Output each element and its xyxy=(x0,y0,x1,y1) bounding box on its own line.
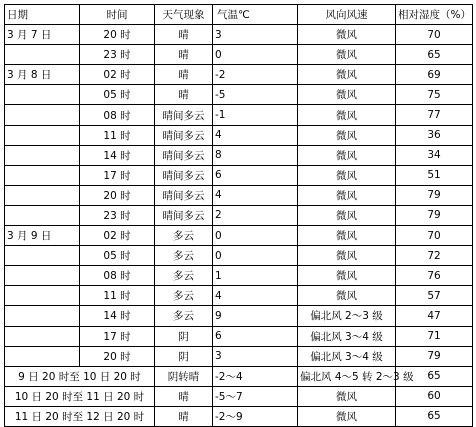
row-date: 3 月 7 日 xyxy=(5,25,80,45)
row-phenomenon: 阴 xyxy=(155,346,213,366)
row-phenomenon: 晴间多云 xyxy=(155,125,213,145)
row-time: 05 时 xyxy=(80,246,155,266)
period-range: 11 日 20 时至 12 日 20 时 xyxy=(5,406,155,426)
row-humidity: 76 xyxy=(396,266,473,286)
row-humidity: 75 xyxy=(396,85,473,105)
row-time: 23 时 xyxy=(80,205,155,225)
row-temperature: -5 xyxy=(213,85,298,105)
row-wind: 微风 xyxy=(298,165,396,185)
table-row xyxy=(5,326,473,346)
row-wind: 偏北风 2～3 级 xyxy=(298,306,396,326)
row-temperature: 9 xyxy=(213,306,298,326)
row-date xyxy=(5,266,80,286)
period-wind: 偏北风 4～5 转 2～3 级 xyxy=(298,366,396,386)
row-date xyxy=(5,346,80,366)
period-wind: 微风 xyxy=(298,386,396,406)
row-temperature: 6 xyxy=(213,326,298,346)
table-row xyxy=(5,286,473,306)
period-humidity: 65 xyxy=(396,406,473,426)
row-humidity: 71 xyxy=(396,326,473,346)
row-phenomenon: 阴 xyxy=(155,326,213,346)
row-temperature: 0 xyxy=(213,246,298,266)
row-phenomenon: 晴 xyxy=(155,25,213,45)
row-humidity: 70 xyxy=(396,25,473,45)
row-phenomenon: 多云 xyxy=(155,226,213,246)
row-time: 08 时 xyxy=(80,266,155,286)
row-date: 3 月 8 日 xyxy=(5,65,80,85)
row-phenomenon: 多云 xyxy=(155,246,213,266)
row-phenomenon: 晴 xyxy=(155,65,213,85)
table-row xyxy=(5,306,473,326)
period-phenomenon: 晴 xyxy=(155,386,213,406)
table-row xyxy=(5,25,473,45)
row-time: 05 时 xyxy=(80,85,155,105)
row-time: 02 时 xyxy=(80,65,155,85)
table-row xyxy=(5,105,473,125)
row-temperature: 8 xyxy=(213,145,298,165)
row-date xyxy=(5,45,80,65)
row-wind: 偏北风 3～4 级 xyxy=(298,326,396,346)
header-row xyxy=(5,5,473,25)
row-temperature: 6 xyxy=(213,165,298,185)
table-row xyxy=(5,346,473,366)
row-phenomenon: 晴 xyxy=(155,45,213,65)
row-date: 3 月 9 日 xyxy=(5,226,80,246)
row-date xyxy=(5,145,80,165)
period-wind: 微风 xyxy=(298,406,396,426)
row-phenomenon: 晴间多云 xyxy=(155,165,213,185)
row-phenomenon: 晴 xyxy=(155,85,213,105)
row-time: 23 时 xyxy=(80,45,155,65)
row-temperature: 4 xyxy=(213,185,298,205)
row-wind: 微风 xyxy=(298,246,396,266)
row-date xyxy=(5,125,80,145)
row-time: 08 时 xyxy=(80,105,155,125)
row-humidity: 34 xyxy=(396,145,473,165)
row-wind: 微风 xyxy=(298,205,396,225)
row-date xyxy=(5,205,80,225)
row-phenomenon: 多云 xyxy=(155,286,213,306)
row-wind: 微风 xyxy=(298,286,396,306)
table-row xyxy=(5,85,473,105)
period-humidity: 65 xyxy=(396,366,473,386)
row-temperature: 3 xyxy=(213,346,298,366)
row-time: 11 时 xyxy=(80,125,155,145)
period-humidity: 60 xyxy=(396,386,473,406)
header-time: 时间 xyxy=(80,5,155,25)
row-humidity: 72 xyxy=(396,246,473,266)
period-range: 10 日 20 时至 11 日 20 时 xyxy=(5,386,155,406)
row-date xyxy=(5,246,80,266)
weather-forecast-table xyxy=(4,4,473,427)
period-temperature: -2～4 xyxy=(213,366,298,386)
row-wind: 微风 xyxy=(298,266,396,286)
row-date xyxy=(5,286,80,306)
header-wind: 风向风速 xyxy=(298,5,396,25)
row-wind: 微风 xyxy=(298,185,396,205)
row-humidity: 51 xyxy=(396,165,473,185)
row-date xyxy=(5,105,80,125)
period-phenomenon: 晴 xyxy=(155,406,213,426)
row-temperature: 3 xyxy=(213,25,298,45)
row-phenomenon: 多云 xyxy=(155,306,213,326)
table-row xyxy=(5,145,473,165)
row-temperature: 1 xyxy=(213,266,298,286)
row-time: 20 时 xyxy=(80,25,155,45)
table-row xyxy=(5,205,473,225)
row-wind: 微风 xyxy=(298,105,396,125)
table-row xyxy=(5,185,473,205)
period-row xyxy=(5,386,473,406)
row-humidity: 79 xyxy=(396,185,473,205)
header-date: 日期 xyxy=(5,5,80,25)
row-date xyxy=(5,185,80,205)
table-row xyxy=(5,165,473,185)
row-wind: 微风 xyxy=(298,25,396,45)
row-humidity: 79 xyxy=(396,346,473,366)
row-wind: 微风 xyxy=(298,85,396,105)
row-humidity: 36 xyxy=(396,125,473,145)
table-row xyxy=(5,45,473,65)
row-temperature: 0 xyxy=(213,226,298,246)
table-row xyxy=(5,266,473,286)
row-phenomenon: 晴间多云 xyxy=(155,205,213,225)
row-time: 14 时 xyxy=(80,145,155,165)
row-temperature: -2 xyxy=(213,65,298,85)
row-wind: 微风 xyxy=(298,65,396,85)
row-humidity: 57 xyxy=(396,286,473,306)
row-time: 14 时 xyxy=(80,306,155,326)
table-body xyxy=(5,25,473,427)
row-wind: 偏北风 3～4 级 xyxy=(298,346,396,366)
period-row xyxy=(5,406,473,426)
row-wind: 微风 xyxy=(298,145,396,165)
header-temperature: 气温℃ xyxy=(213,5,298,25)
row-humidity: 79 xyxy=(396,205,473,225)
row-time: 20 时 xyxy=(80,185,155,205)
row-date xyxy=(5,165,80,185)
row-date xyxy=(5,306,80,326)
row-temperature: 0 xyxy=(213,45,298,65)
period-row xyxy=(5,366,473,386)
row-wind: 微风 xyxy=(298,125,396,145)
table-row xyxy=(5,65,473,85)
row-phenomenon: 晴间多云 xyxy=(155,145,213,165)
row-humidity: 47 xyxy=(396,306,473,326)
row-phenomenon: 晴间多云 xyxy=(155,185,213,205)
period-temperature: -5～7 xyxy=(213,386,298,406)
table-row xyxy=(5,246,473,266)
row-date xyxy=(5,326,80,346)
header-phenomenon: 天气现象 xyxy=(155,5,213,25)
row-humidity: 69 xyxy=(396,65,473,85)
row-time: 17 时 xyxy=(80,165,155,185)
row-phenomenon: 晴间多云 xyxy=(155,105,213,125)
table-row xyxy=(5,226,473,246)
row-phenomenon: 多云 xyxy=(155,266,213,286)
row-humidity: 65 xyxy=(396,45,473,65)
table-row xyxy=(5,125,473,145)
header-humidity: 相对湿度（%） xyxy=(396,5,473,25)
row-wind: 微风 xyxy=(298,45,396,65)
row-humidity: 77 xyxy=(396,105,473,125)
row-temperature: 4 xyxy=(213,125,298,145)
period-temperature: -2～9 xyxy=(213,406,298,426)
period-phenomenon: 阴转晴 xyxy=(155,366,213,386)
row-humidity: 70 xyxy=(396,226,473,246)
row-temperature: 2 xyxy=(213,205,298,225)
row-time: 02 时 xyxy=(80,226,155,246)
row-time: 11 时 xyxy=(80,286,155,306)
row-wind: 微风 xyxy=(298,226,396,246)
row-temperature: 4 xyxy=(213,286,298,306)
row-time: 17 时 xyxy=(80,326,155,346)
row-time: 20 时 xyxy=(80,346,155,366)
row-date xyxy=(5,85,80,105)
period-range: 9 日 20 时至 10 日 20 时 xyxy=(5,366,155,386)
row-temperature: -1 xyxy=(213,105,298,125)
